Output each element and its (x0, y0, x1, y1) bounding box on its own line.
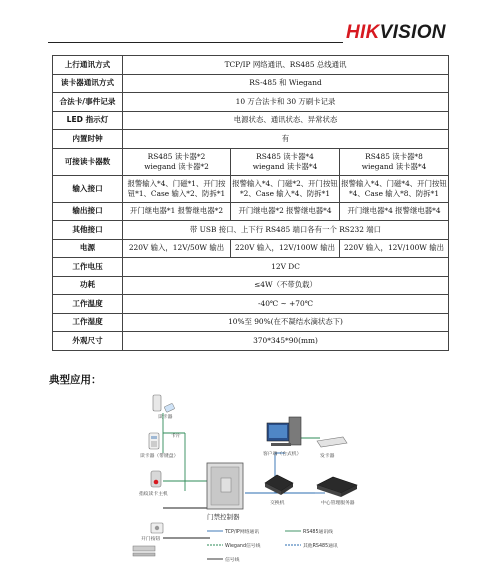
spec-value: ≤4W（不带负载） (123, 276, 449, 295)
legend-485: RS485通讯线 (303, 530, 333, 535)
spec-value: 报警输入*4、门磁*2、开门按钮*2、Case 输入*4、防拆*1 (231, 175, 340, 202)
spec-label: 上行通讯方式 (53, 56, 123, 75)
client-pc-icon (267, 417, 301, 446)
spec-row (53, 221, 449, 240)
label-keypad-reader: 读卡器（带键盘） (140, 454, 179, 459)
spec-value: 10%至 90%(在不凝结水滴状态下) (123, 313, 449, 332)
keypad-reader-icon (149, 433, 159, 449)
spec-label: 功耗 (53, 276, 123, 295)
spec-label: 工作湿度 (53, 313, 123, 332)
door-lock-icon (133, 546, 155, 556)
spec-label: 输入接口 (53, 175, 123, 202)
header-rule (48, 42, 343, 43)
spec-label: 内置时钟 (53, 130, 123, 149)
spec-row (53, 258, 449, 277)
spec-row (53, 56, 449, 75)
spec-value: RS485 读卡器*2 wiegand 读卡器*2 (123, 148, 231, 175)
label-exit-button: 开门按钮 (141, 537, 161, 542)
exit-button-icon (151, 523, 163, 533)
spec-label: 工作电压 (53, 258, 123, 277)
spec-label: LED 指示灯 (53, 111, 123, 130)
spec-row (53, 239, 449, 258)
spec-label: 可接读卡器数 (53, 148, 123, 175)
spec-label: 合法卡/事件记录 (53, 93, 123, 112)
logo-vision: VISION (379, 22, 446, 43)
spec-row (53, 148, 449, 175)
spec-label: 读卡器通讯方式 (53, 74, 123, 93)
spec-label: 工作温度 (53, 295, 123, 314)
server-icon (317, 477, 357, 497)
spec-value: TCP/IP 网络通讯、RS485 总线通讯 (123, 56, 449, 75)
label-client: 客户端（台式机） (263, 452, 302, 457)
spec-value: 电源状态、通讯状态、异常状态 (123, 111, 449, 130)
section-title: 典型应用： (49, 374, 102, 386)
spec-row (53, 276, 449, 295)
spec-row (53, 74, 449, 93)
spec-value: 开门继电器*4 报警继电器*4 (340, 202, 449, 221)
hikvision-logo (346, 22, 446, 44)
spec-value: 12V DC (123, 258, 449, 277)
spec-value: RS485 读卡器*8 wiegand 读卡器*4 (340, 148, 449, 175)
card-reader-icon (153, 395, 175, 412)
spec-value: 220V 输入，12V/100W 输出 (231, 239, 340, 258)
spec-label: 输出接口 (53, 202, 123, 221)
spec-value: RS-485 和 Wiegand (123, 74, 449, 93)
label-fingerprint-reader: 指纹读卡主机 (139, 492, 168, 497)
spec-value: 370*345*90(mm) (123, 332, 449, 351)
legend-wiegand: Wiegand信号线 (225, 544, 261, 549)
logo-hik: HIK (346, 22, 380, 43)
spec-row (53, 93, 449, 112)
legend-signal: 信号线 (225, 558, 240, 563)
label-card-reader: 读卡器 (158, 415, 173, 420)
spec-label: 外观尺寸 (53, 332, 123, 351)
spec-value: 10 万合法卡和 30 万刷卡记录 (123, 93, 449, 112)
spec-row (53, 111, 449, 130)
spec-label: 电源 (53, 239, 123, 258)
spec-value: 有 (123, 130, 449, 149)
label-server: 中心管理服务器 (321, 501, 355, 506)
spec-value: RS485 读卡器*4 wiegand 读卡器*4 (231, 148, 340, 175)
label-issuer: 发卡器 (320, 454, 335, 459)
fingerprint-reader-icon (151, 471, 161, 487)
legend (207, 528, 338, 563)
application-diagram (125, 383, 395, 565)
spec-table (52, 55, 449, 351)
label-card: 卡片 (171, 434, 181, 439)
spec-value: 带 USB 接口、上下行 RS485 端口各有一个 RS232 端口 (123, 221, 449, 240)
spec-value: -40℃ ~ +70℃ (123, 295, 449, 314)
spec-row (53, 202, 449, 221)
spec-value: 220V 输入，12V/100W 输出 (340, 239, 449, 258)
switch-icon (265, 475, 293, 495)
label-switch: 交换机 (270, 501, 285, 506)
spec-row (53, 313, 449, 332)
spec-row (53, 295, 449, 314)
spec-label: 其他接口 (53, 221, 123, 240)
label-controller: 门禁控制器 (207, 513, 240, 521)
legend-tcp: TCP/IP网络通讯 (225, 530, 260, 535)
spec-row (53, 332, 449, 351)
spec-row (53, 130, 449, 149)
spec-value: 报警输入*4、门磁*4、开门按钮*4、Case 输入*8、防拆*1 (340, 175, 449, 202)
card-issuer-icon (317, 437, 347, 447)
spec-value: 报警输入*4、门磁*1、开门按钮*1、Case 输入*2、防拆*1 (123, 175, 231, 202)
legend-other: 其他RS485通讯 (303, 544, 338, 549)
spec-value: 开门继电器*1 报警继电器*2 (123, 202, 231, 221)
spec-row (53, 175, 449, 202)
spec-value: 开门继电器*2 报警继电器*4 (231, 202, 340, 221)
spec-value: 220V 输入，12V/50W 输出 (123, 239, 231, 258)
access-controller-icon (207, 463, 243, 509)
